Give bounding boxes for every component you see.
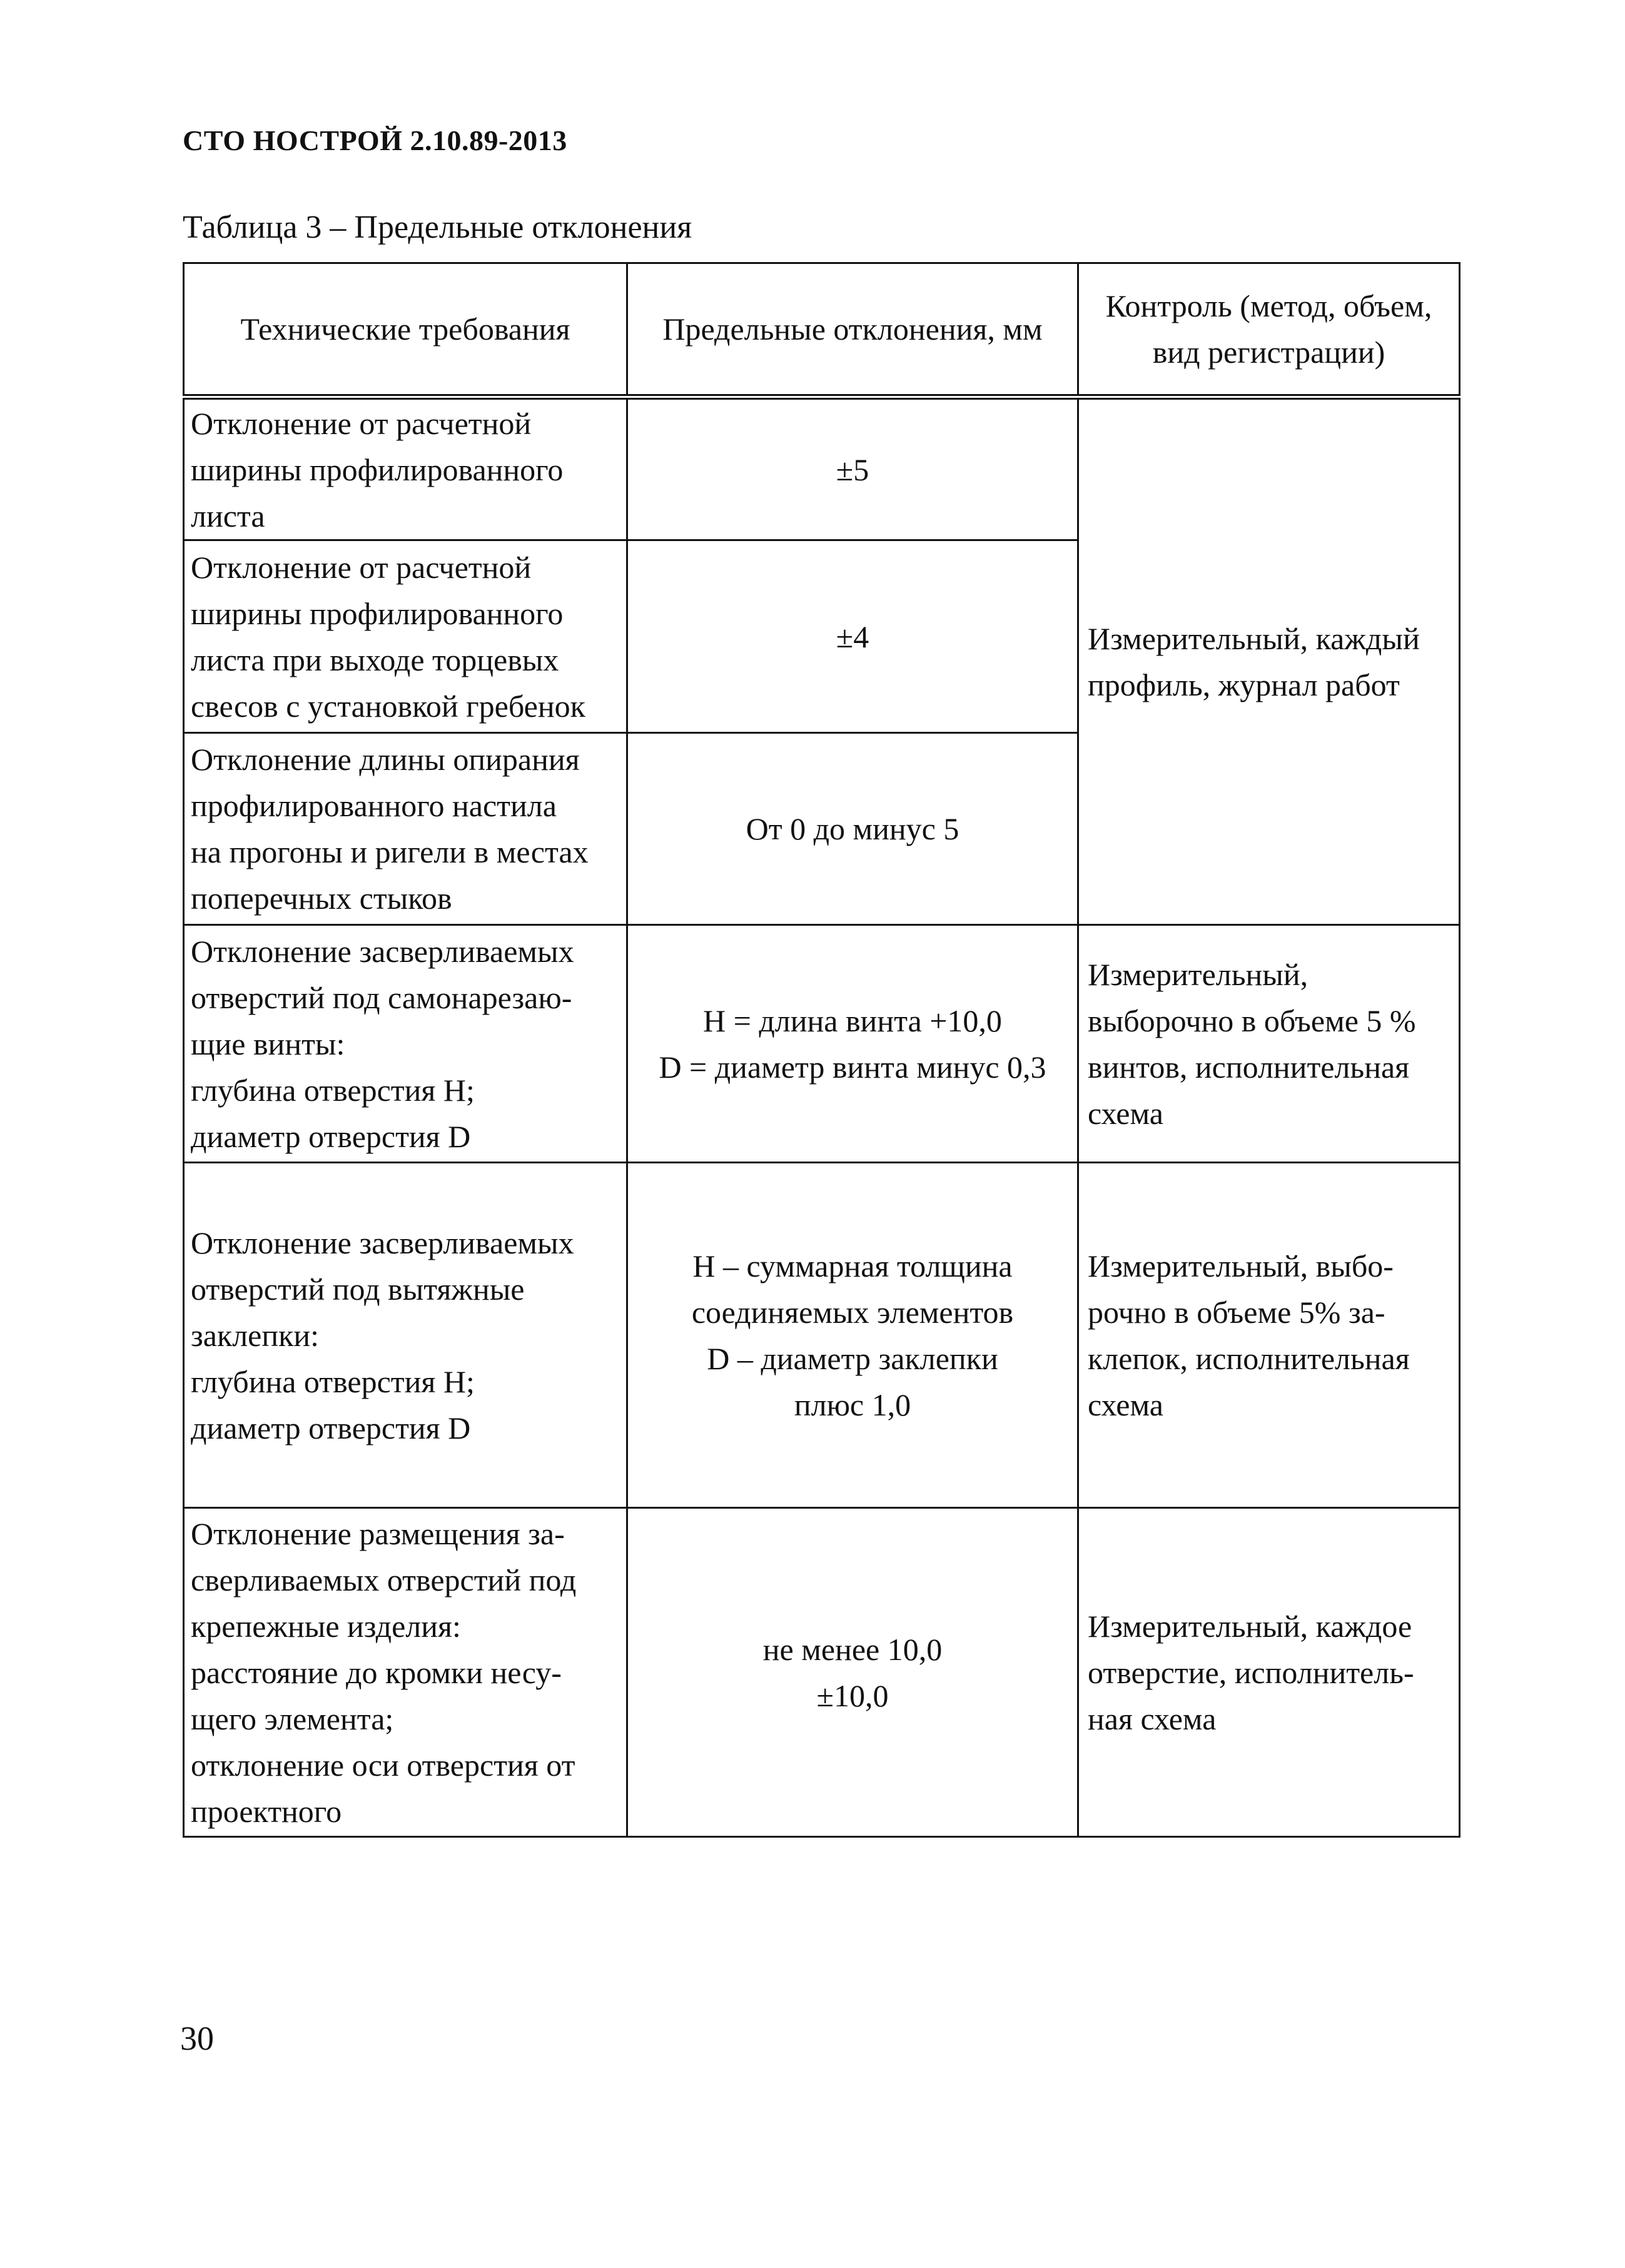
deviation-cell: H – суммарная толщина соединяемых элементов D – диаметр заклепки плюс 1,0 [627, 1163, 1078, 1508]
control-cell-merged: Измерительный, каждый профиль, журнал работ [1078, 397, 1460, 925]
requirement-cell: Отклонение от расчетной ширины профилированного листа при выходе торцевых свесов с установкой гребенок [184, 540, 627, 733]
control-cell: Измерительный, выбо- рочно в объеме 5% за- клепок, исполнительная схема [1078, 1163, 1460, 1508]
table-row [184, 1508, 1460, 1837]
table-row [184, 925, 1460, 1163]
deviation-cell: не менее 10,0 ±10,0 [627, 1508, 1078, 1837]
table-row [184, 397, 1460, 540]
document-code: СТО НОСТРОЙ 2.10.89-2013 [183, 124, 567, 156]
page-number: 30 [180, 2020, 214, 2057]
control-cell: Измерительный, каждое отверстие, исполнитель- ная схема [1078, 1508, 1460, 1837]
table-header-row [184, 263, 1460, 397]
column-header-control: Контроль (метод, объем, вид регистрации) [1078, 263, 1460, 397]
tolerances-table [183, 262, 1460, 1838]
deviation-cell: ±4 [627, 540, 1078, 733]
column-header-deviations: Предельные отклонения, мм [627, 263, 1078, 397]
table-row [184, 1163, 1460, 1508]
requirement-cell: Отклонение засверливаемых отверстий под вытяжные заклепки: глубина отверстия H; диаметр отверстия D [184, 1163, 627, 1508]
requirement-cell: Отклонение от расчетной ширины профилированного листа [184, 397, 627, 540]
requirement-cell: Отклонение длины опирания профилированного настила на прогоны и ригели в местах поперечных стыков [184, 733, 627, 925]
requirement-cell: Отклонение размещения за- сверливаемых отверстий под крепежные изделия: расстояние до кромки несу- щего элемента; отклонение оси отверстия от проектного [184, 1508, 627, 1837]
column-header-requirements: Технические требования [184, 263, 627, 397]
control-cell: Измерительный, выборочно в объеме 5 % винтов, исполнительная схема [1078, 925, 1460, 1163]
deviation-cell: H = длина винта +10,0 D = диаметр винта минус 0,3 [627, 925, 1078, 1163]
requirement-cell: Отклонение засверливаемых отверстий под самонарезаю- щие винты: глубина отверстия H; диаметр отверстия D [184, 925, 627, 1163]
deviation-cell: ±5 [627, 397, 1078, 540]
deviation-cell: От 0 до минус 5 [627, 733, 1078, 925]
table-caption: Таблица 3 – Предельные отклонения [183, 210, 692, 245]
